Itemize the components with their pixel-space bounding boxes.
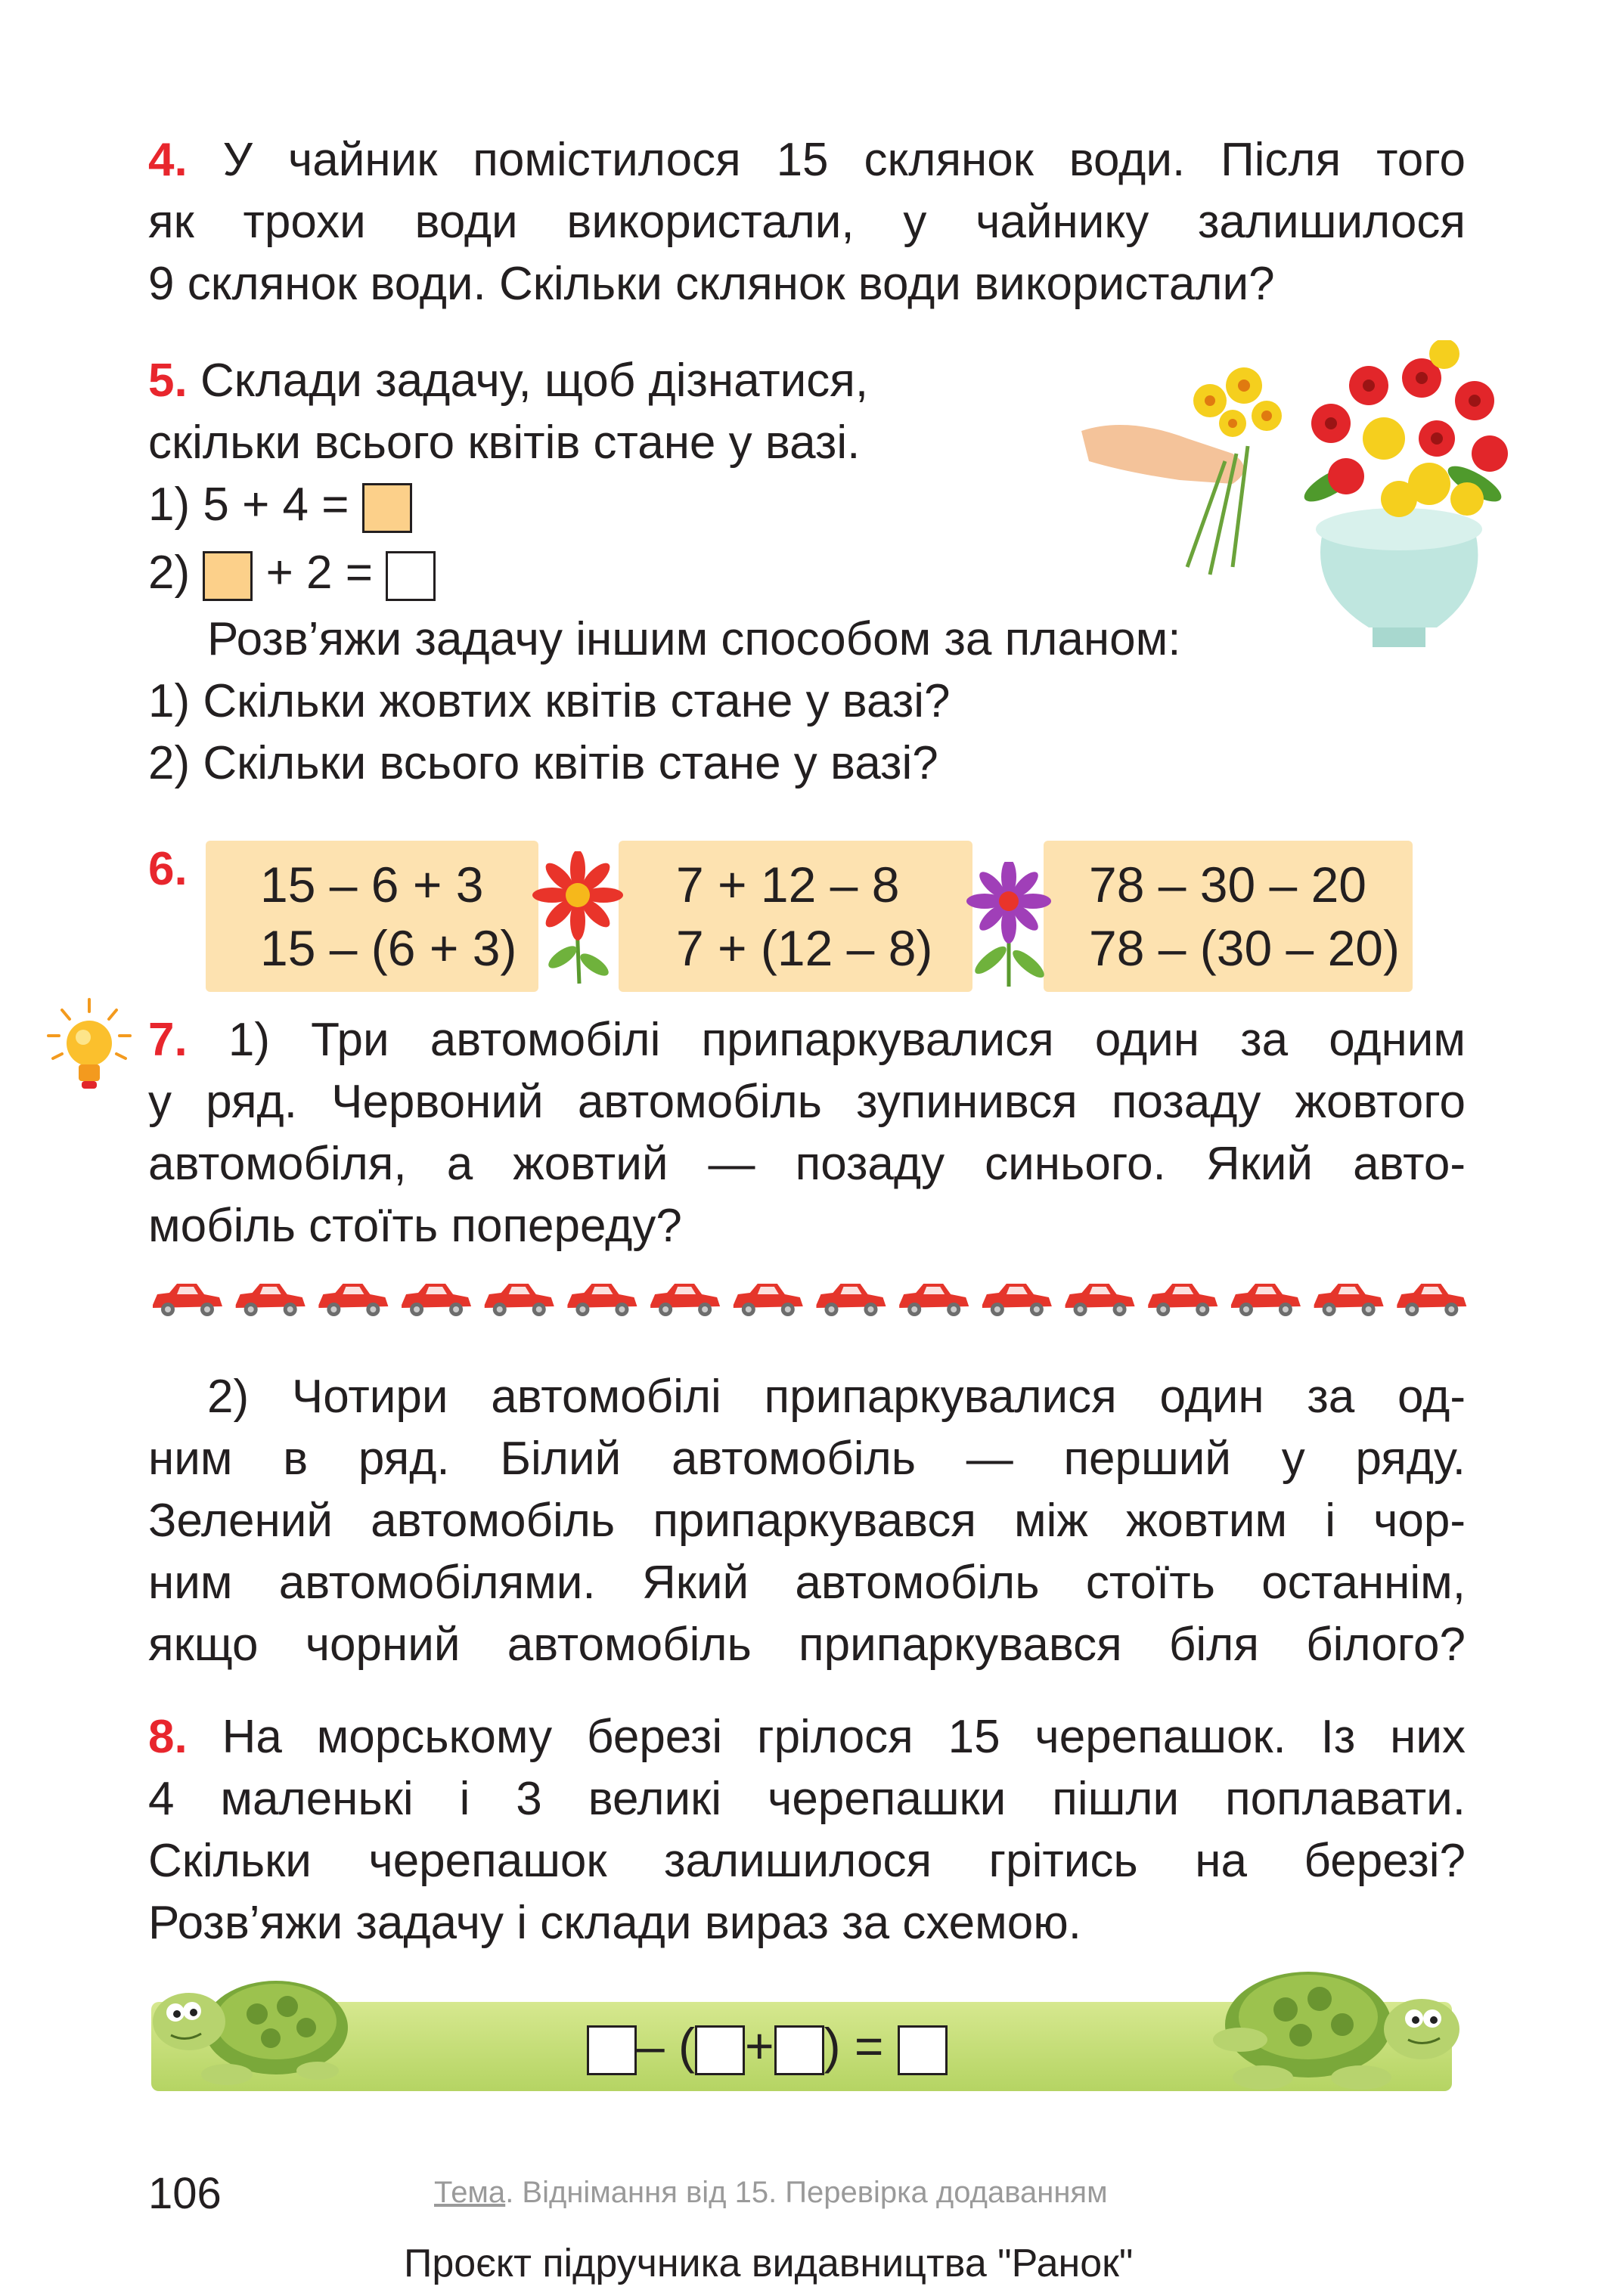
- task5-alt2: 2) Скільки всього квітів стане у вазі?: [148, 737, 938, 789]
- task5-step2: 2) + 2 =: [148, 541, 436, 605]
- expr-1a: 15 – 6 + 3: [260, 857, 484, 913]
- turtle-left-illustration: [144, 1969, 355, 2097]
- task5-line1: 5. Склади задачу, щоб дізнатися,: [148, 355, 869, 407]
- task5-step1: 1) 5 + 4 =: [148, 473, 412, 537]
- expr-2b: 7 + (12 – 8): [676, 920, 933, 976]
- page-number: 106: [148, 2169, 222, 2218]
- task4-line3: 9 склянок води. Скільки склянок води використали?: [148, 258, 1275, 310]
- topic-label: Тема: [434, 2176, 506, 2209]
- topic-line: [434, 2176, 1108, 2210]
- task5-alt-intro: Розв’яжи задачу іншим способом за планом:: [207, 613, 1181, 665]
- car-icon: [236, 1284, 306, 1316]
- flowers-vase-illustration: [1081, 340, 1520, 650]
- car-icon: [402, 1284, 471, 1316]
- task7-p2-line1: 2) Чотири автомобілі припаркувалися один за од-: [207, 1371, 1466, 1423]
- turtle-right-illustration: [1195, 1957, 1467, 2108]
- answer-box-filled[interactable]: [362, 483, 412, 533]
- task4-number: 4.: [148, 134, 188, 186]
- car-icon: [1148, 1284, 1218, 1316]
- task7-p1-line2: у ряд. Червоний автомобіль зупинився позаду жовтого: [148, 1076, 1466, 1128]
- scheme-box-total[interactable]: [587, 2025, 637, 2075]
- task6-number: 6.: [148, 843, 188, 895]
- scheme-equation: – ( + ) =: [587, 2014, 948, 2078]
- task5-alt1: 1) Скільки жовтих квітів стане у вазі?: [148, 675, 951, 727]
- lightbulb-icon: [44, 996, 135, 1110]
- scheme-box-result[interactable]: [898, 2025, 948, 2075]
- answer-box-filled[interactable]: [203, 551, 253, 601]
- task5-number: 5.: [148, 355, 188, 407]
- task7-p1-line3: автомобіля, а жовтий — позаду синього. Який авто-: [148, 1138, 1466, 1190]
- task8-line2: 4 маленькі і 3 великі черепашки пішли поплавати.: [148, 1773, 1466, 1825]
- task4-line2: як трохи води використали, у чайнику залишилося: [148, 196, 1466, 248]
- red-flower-icon: [529, 851, 628, 987]
- car-icon: [1066, 1284, 1135, 1316]
- task7-number: 7.: [148, 1014, 188, 1066]
- car-icon: [1397, 1284, 1466, 1316]
- car-icon: [982, 1284, 1052, 1316]
- task8-number: 8.: [148, 1711, 188, 1763]
- topic-text: . Віднімання від 15. Перевірка додаванням: [505, 2176, 1108, 2209]
- task8-line3: Скільки черепашок залишилося грітись на березі?: [148, 1835, 1466, 1887]
- car-icon: [1314, 1284, 1384, 1316]
- car-icon: [1231, 1284, 1301, 1316]
- publisher-note: Проєкт підручника видавництва "Ранок": [404, 2242, 1134, 2285]
- car-icon: [153, 1284, 222, 1316]
- task7-p2-line2: ним в ряд. Білий автомобіль — перший у ряду.: [148, 1433, 1466, 1485]
- purple-flower-icon: [960, 862, 1059, 990]
- expr-2a: 7 + 12 – 8: [676, 857, 900, 913]
- car-icon: [567, 1284, 637, 1316]
- task4-line1: 4. У чайник помістилося 15 склянок води. Після того: [148, 134, 1466, 186]
- car-icon: [734, 1284, 803, 1316]
- car-icon: [318, 1284, 388, 1316]
- scheme-box-small[interactable]: [695, 2025, 745, 2075]
- task8-line4: Розв’яжи задачу і склади вираз за схемою.: [148, 1897, 1081, 1949]
- car-icon: [899, 1284, 969, 1316]
- task7-p2-line4: ним автомобілями. Який автомобіль стоїть останнім,: [148, 1557, 1466, 1609]
- expr-3a: 78 – 30 – 20: [1089, 857, 1366, 913]
- task5-line2: скільки всього квітів стане у вазі.: [148, 417, 861, 469]
- expr-1b: 15 – (6 + 3): [260, 920, 517, 976]
- task7-p1-line1: 7. 1) Три автомобілі припаркувалися один за одним: [148, 1014, 1466, 1066]
- expr-3b: 78 – (30 – 20): [1089, 920, 1400, 976]
- car-icon: [650, 1284, 720, 1316]
- answer-box-empty[interactable]: [386, 551, 436, 601]
- task7-p2-line3: Зелений автомобіль припаркувався між жовтим і чор-: [148, 1495, 1466, 1547]
- car-icon: [817, 1284, 886, 1316]
- cars-decoration-row: [145, 1276, 1472, 1322]
- task7-p2-line5: якщо чорний автомобіль припаркувався біля білого?: [148, 1619, 1466, 1671]
- scheme-box-big[interactable]: [774, 2025, 824, 2075]
- task8-line1: 8. На морському березі грілося 15 черепашок. Із них: [148, 1711, 1466, 1763]
- car-icon: [485, 1284, 554, 1316]
- task7-p1-line4: мобіль стоїть попереду?: [148, 1200, 682, 1252]
